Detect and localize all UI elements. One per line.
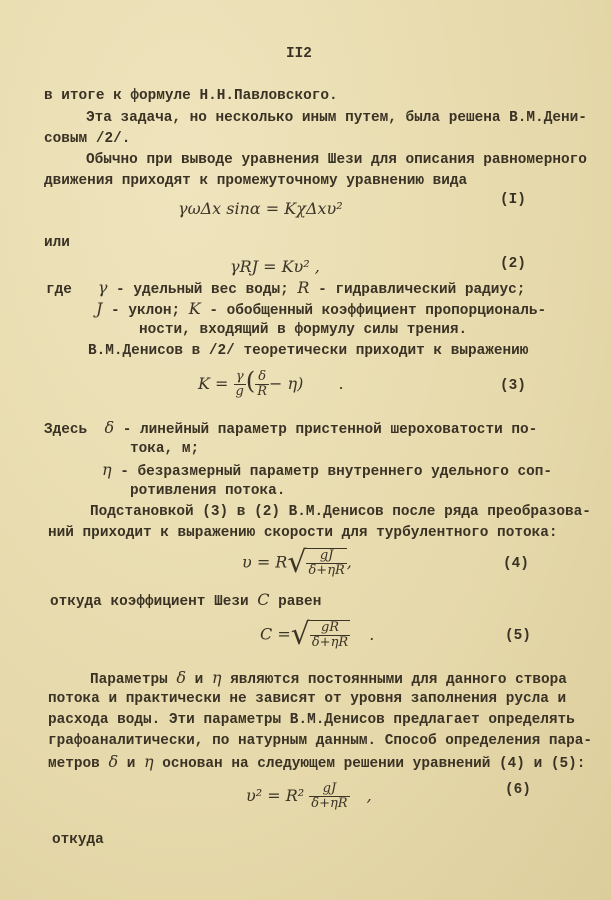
text-line: откуда (52, 832, 104, 848)
text: - удельный вес воды; (107, 282, 298, 298)
equation-number: (6) (505, 782, 531, 798)
text-line (102, 462, 552, 478)
eq-tail: . (369, 624, 375, 644)
equation-2: γRJ = Kυ² , (230, 257, 320, 276)
text: Здесь (44, 422, 88, 438)
symbol: η (144, 752, 154, 771)
equation-4 (242, 545, 352, 580)
symbol: J (96, 299, 103, 318)
text-line: Эта задача, но несколько иным путем, была решена В.М.Дени- (86, 110, 587, 126)
numerator: δ (255, 370, 269, 385)
numerator: gJ (309, 782, 349, 797)
symbol: R (297, 278, 310, 297)
text: метров (48, 756, 109, 772)
text-line (50, 592, 321, 608)
text-line: Подстановкой (3) в (2) В.М.Денисов после ряда преобразова- (90, 504, 591, 520)
eq-lhs: K = (198, 374, 229, 393)
text: - обобщенный коэффициент пропорциональ- (200, 303, 547, 319)
fraction (310, 621, 350, 650)
fraction (309, 782, 349, 811)
text-line: совым /2/. (44, 131, 131, 147)
text-line: Обычно при выводе уравнения Шези для описания равномерного (86, 152, 587, 168)
eq-lhs: υ² = R² (246, 786, 305, 805)
text-line: потока и практически не зависят от уровня заполнения русла и (48, 691, 567, 707)
text-line: ротивления потока. (130, 483, 286, 499)
equation-number: (5) (505, 628, 531, 644)
eq-tail: . (338, 374, 344, 393)
square-root: √ $\frac{gR}{\delta+\eta R}$ (290, 617, 349, 652)
square-root: √ $\frac{gJ}{\delta+\eta R}$ (287, 545, 345, 580)
text-line: В.М.Денисов в /2/ теоретически приходит к выражению (88, 343, 529, 359)
text-line (44, 420, 537, 436)
text: откуда коэффициент Шези (50, 594, 258, 610)
symbol: η (211, 668, 222, 687)
text: - уклон; (102, 303, 189, 319)
text-line: ности, входящий в формулу силы трения. (139, 322, 468, 338)
text-line: движения приходят к промежуточному уравнению вида (44, 173, 468, 189)
eq-tail: , (346, 552, 352, 572)
symbol: γ (97, 278, 108, 297)
eq-lhs: C = (260, 624, 291, 644)
text-line: тока, м; (130, 441, 200, 457)
denominator: R (257, 384, 268, 399)
paren: ( (245, 367, 256, 395)
equation-6 (246, 782, 372, 811)
text: и (118, 756, 145, 772)
text-line: или (44, 235, 70, 251)
fraction (255, 370, 269, 399)
denominator: δ+ηR (308, 563, 345, 578)
symbol: η (102, 460, 112, 479)
text: равен (269, 594, 322, 610)
text: и (186, 672, 212, 688)
text-line: ний приходит к выражению скорости для турбулентного потока: (48, 525, 558, 541)
symbol: δ (104, 418, 115, 437)
text-line: расхода воды. Эти параметры В.М.Денисов предлагает определять (48, 712, 575, 728)
page-number: II2 (286, 46, 312, 62)
eq-lhs: υ = R (242, 552, 288, 572)
text: - линейный параметр пристенной шероховатости по- (114, 422, 538, 438)
text: основан на следующем решении уравнений (4) и (5): (153, 756, 586, 772)
text: являются постоянными для данного створа (221, 672, 567, 688)
equation-3 (198, 367, 344, 399)
symbol: K (188, 299, 201, 318)
text: Параметры (90, 672, 177, 688)
equation-number: (3) (500, 378, 526, 394)
equation-number: (2) (500, 256, 526, 272)
fraction (306, 549, 346, 578)
denominator: δ+ηR (311, 635, 349, 650)
text-line (48, 754, 585, 770)
denominator: δ+ηR (311, 796, 348, 811)
text-line (96, 301, 546, 317)
denominator: g (235, 384, 244, 399)
equation-5 (260, 617, 375, 652)
text-line: графоаналитически, по натурным данным. Способ определения пара- (48, 733, 593, 749)
fraction (234, 370, 246, 399)
eq-rest: − η) (269, 374, 304, 393)
text: где (46, 282, 72, 298)
text: - гидравлический радиус; (309, 282, 526, 298)
equation-number: (I) (500, 192, 526, 208)
equation-1: γωΔx sinα = KχΔxυ² (178, 199, 343, 218)
numerator: γ (234, 370, 246, 385)
symbol: C (257, 590, 270, 609)
text: - безразмерный параметр внутреннего удельного соп- (111, 464, 553, 480)
eq-tail: , (366, 786, 372, 805)
symbol: δ (108, 752, 119, 771)
numerator: gJ (306, 549, 346, 564)
text-line (90, 670, 567, 686)
text-line: в итоге к формуле Н.Н.Павловского. (44, 88, 338, 104)
numerator: gR (310, 621, 350, 636)
symbol: δ (176, 668, 186, 687)
text-line (46, 280, 525, 296)
equation-number: (4) (503, 556, 529, 572)
